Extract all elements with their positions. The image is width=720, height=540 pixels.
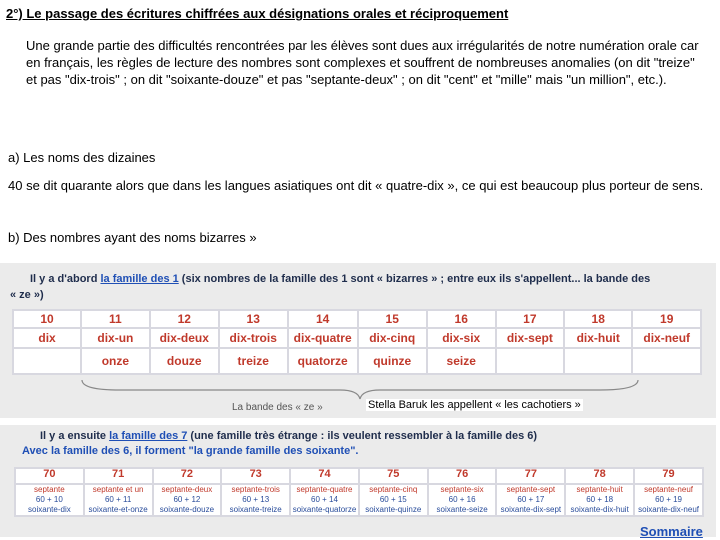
usual-name-cell: quatorze	[288, 348, 358, 374]
section-a-text: 40 se dit quarante alors que dans les langues asiatiques ont dit « quatre-dix », ce qui est beaucoup plus porteur de sens.	[8, 178, 704, 193]
number-cell: 74	[290, 468, 359, 484]
brace-graphic	[80, 378, 640, 400]
usual-name-cell	[632, 348, 701, 374]
logical-name-cell: dix-un	[81, 328, 150, 348]
logical-name-cell: dix	[13, 328, 81, 348]
soixante-name: soixante-treize	[229, 505, 282, 514]
number-cell: 73	[221, 468, 290, 484]
panel1-caption-end: (six nombres de la famille des 1 sont « bizarres » ; entre eux ils s'appellent... la bande des	[178, 273, 651, 285]
number-cell: 15	[358, 310, 427, 328]
logical-name-cell: dix-huit	[564, 328, 632, 348]
decomposition-cell	[496, 484, 565, 516]
number-cell: 12	[150, 310, 219, 328]
septante-name: septante-quatre	[296, 485, 353, 494]
famille-des-1-table	[12, 309, 702, 375]
decomposition-cell	[153, 484, 222, 516]
logical-name-cell: dix-neuf	[632, 328, 701, 348]
sum-expression: 60 + 10	[35, 495, 63, 504]
sum-expression: 60 + 12	[173, 495, 201, 504]
number-cell: 77	[496, 468, 565, 484]
panel2-caption-start: Il y a ensuite	[40, 430, 110, 442]
soixante-name: soixante-quinze	[365, 505, 422, 514]
decomposition-cell	[359, 484, 428, 516]
septante-name: septante-deux	[161, 485, 213, 494]
number-cell: 18	[564, 310, 632, 328]
logical-name-cell: dix-quatre	[288, 328, 358, 348]
panel2-caption	[40, 430, 537, 442]
famille-des-7-image	[0, 425, 716, 537]
decomposition-cell	[15, 484, 84, 516]
usual-name-cell	[496, 348, 564, 374]
septante-name: septante-huit	[576, 485, 623, 494]
sum-expression: 60 + 13	[242, 495, 270, 504]
section-a-title: a) Les noms des dizaines	[8, 150, 156, 165]
number-cell: 79	[634, 468, 703, 484]
septante-name: septante-sept	[506, 485, 556, 494]
intro-paragraph: Une grande partie des difficultés rencontrées par les élèves sont dues aux irrégularités de notre numération orale car en français, les règles de lecture des nombres sont complexes et souffrent de nombreuses anomalies (on dit "treize" et pas "dix-trois" ; on dit "soixante-douze" et pas "septante-deux" ; on dit "cent" et "mille" mais "un million", etc.).	[26, 38, 699, 87]
decomposition-cell	[290, 484, 359, 516]
soixante-name: soixante-et-onze	[88, 505, 148, 514]
section-heading: 2°) Le passage des écritures chiffrées aux désignations orales et réciproquement	[6, 6, 509, 21]
famille-des-7-table	[14, 467, 704, 517]
number-cell: 72	[153, 468, 222, 484]
sum-expression: 60 + 18	[586, 495, 614, 504]
stella-baruk-caption: Stella Baruk les appellent « les cachotiers »	[368, 399, 581, 411]
panel1-caption	[30, 273, 650, 285]
number-cell: 71	[84, 468, 153, 484]
septante-name: septante-trois	[231, 485, 280, 494]
sum-expression: 60 + 19	[655, 495, 682, 504]
sum-expression: 60 + 15	[379, 495, 407, 504]
sum-expression: 60 + 16	[448, 495, 476, 504]
usual-name-cell: seize	[427, 348, 496, 374]
number-cell: 10	[13, 310, 81, 328]
number-cell: 70	[15, 468, 84, 484]
soixante-name: soixante-dix	[28, 505, 71, 514]
panel2-caption-end: (une famille très étrange : ils veulent ressembler à la famille des 6)	[187, 430, 538, 442]
number-cell: 13	[219, 310, 288, 328]
decomposition-cell	[84, 484, 153, 516]
septante-name: septante	[34, 485, 65, 494]
soixante-name: soixante-dix-neuf	[638, 505, 699, 514]
soixante-name: soixante-seize	[436, 505, 488, 514]
sommaire-link[interactable]: Sommaire	[640, 524, 703, 539]
number-cell: 78	[565, 468, 634, 484]
usual-name-cell: quinze	[358, 348, 427, 374]
septante-name: septante et un	[92, 485, 144, 494]
panel1-caption-line2: « ze »)	[10, 289, 44, 301]
number-cell: 14	[288, 310, 358, 328]
section-b-title: b) Des nombres ayant des noms bizarres »	[8, 230, 257, 245]
panel1-caption-start: Il y a d'abord	[30, 273, 101, 285]
logical-name-cell: dix-trois	[219, 328, 288, 348]
decomposition-cell	[634, 484, 703, 516]
soixante-name: soixante-dix-huit	[570, 505, 629, 514]
usual-name-cell	[564, 348, 632, 374]
sum-expression: 60 + 17	[517, 495, 545, 504]
soixante-name: soixante-dix-sept	[500, 505, 562, 514]
bande-des-ze-label: La bande des « ze »	[232, 402, 323, 413]
number-cell: 75	[359, 468, 428, 484]
panel2-caption-line2: Avec la famille des 6, il forment "la grande famille des soixante".	[22, 445, 359, 457]
decomposition-cell	[428, 484, 497, 516]
soixante-name: soixante-douze	[159, 505, 215, 514]
logical-name-cell: dix-six	[427, 328, 496, 348]
logical-name-cell: dix-cinq	[358, 328, 427, 348]
decomposition-cell	[221, 484, 290, 516]
famille-des-1-image	[0, 263, 716, 418]
logical-name-cell: dix-deux	[150, 328, 219, 348]
number-cell: 19	[632, 310, 701, 328]
number-cell: 16	[427, 310, 496, 328]
logical-name-cell: dix-sept	[496, 328, 564, 348]
famille-des-7-link[interactable]: la famille des 7	[109, 430, 188, 442]
usual-name-cell: onze	[81, 348, 150, 374]
famille-des-1-link[interactable]: la famille des 1	[100, 273, 179, 285]
decomposition-cell	[565, 484, 634, 516]
number-cell: 76	[428, 468, 497, 484]
sum-expression: 60 + 11	[104, 495, 132, 504]
number-cell: 11	[81, 310, 150, 328]
usual-name-cell	[13, 348, 81, 374]
septante-name: septante-six	[440, 485, 484, 494]
usual-name-cell: douze	[150, 348, 219, 374]
usual-name-cell: treize	[219, 348, 288, 374]
soixante-name: soixante-quatorze	[292, 505, 357, 514]
septante-name: septante-cinq	[369, 485, 418, 494]
number-cell: 17	[496, 310, 564, 328]
sum-expression: 60 + 14	[311, 495, 338, 504]
septante-name: septante-neuf	[644, 485, 693, 494]
